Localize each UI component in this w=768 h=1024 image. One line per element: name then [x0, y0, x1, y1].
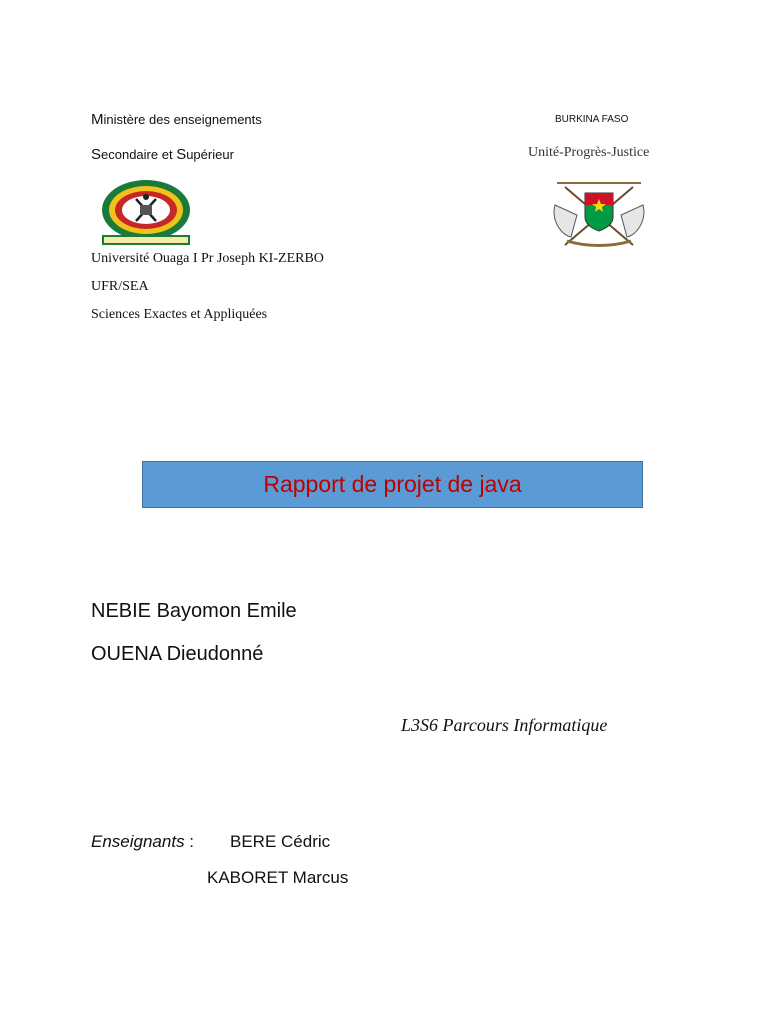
university-logo: [96, 177, 196, 247]
ministry-line-1: Ministère des enseignements: [91, 111, 262, 128]
country-name: BURKINA FASO: [555, 114, 629, 125]
program-label: L3S6 Parcours Informatique: [401, 715, 608, 735]
coat-of-arms: [547, 175, 651, 251]
teacher-name-1: BERE Cédric: [230, 832, 331, 851]
university-name: Université Ouaga I Pr Joseph KI-ZERBO: [91, 251, 324, 266]
university-department: Sciences Exactes et Appliquées: [91, 307, 268, 322]
student-name-2: OUENA Dieudonné: [91, 643, 264, 665]
student-name-1: NEBIE Bayomon Emile: [91, 600, 297, 622]
teacher-name-2: KABORET Marcus: [207, 868, 349, 887]
university-ufr: UFR/SEA: [91, 279, 149, 294]
teachers-label: Enseignants :: [91, 832, 195, 851]
ministry-line-2: Secondaire et Supérieur: [91, 146, 234, 163]
title-box: [142, 461, 643, 508]
report-title: Rapport de projet de java: [263, 471, 522, 497]
country-motto: Unité-Progrès-Justice: [528, 145, 650, 160]
